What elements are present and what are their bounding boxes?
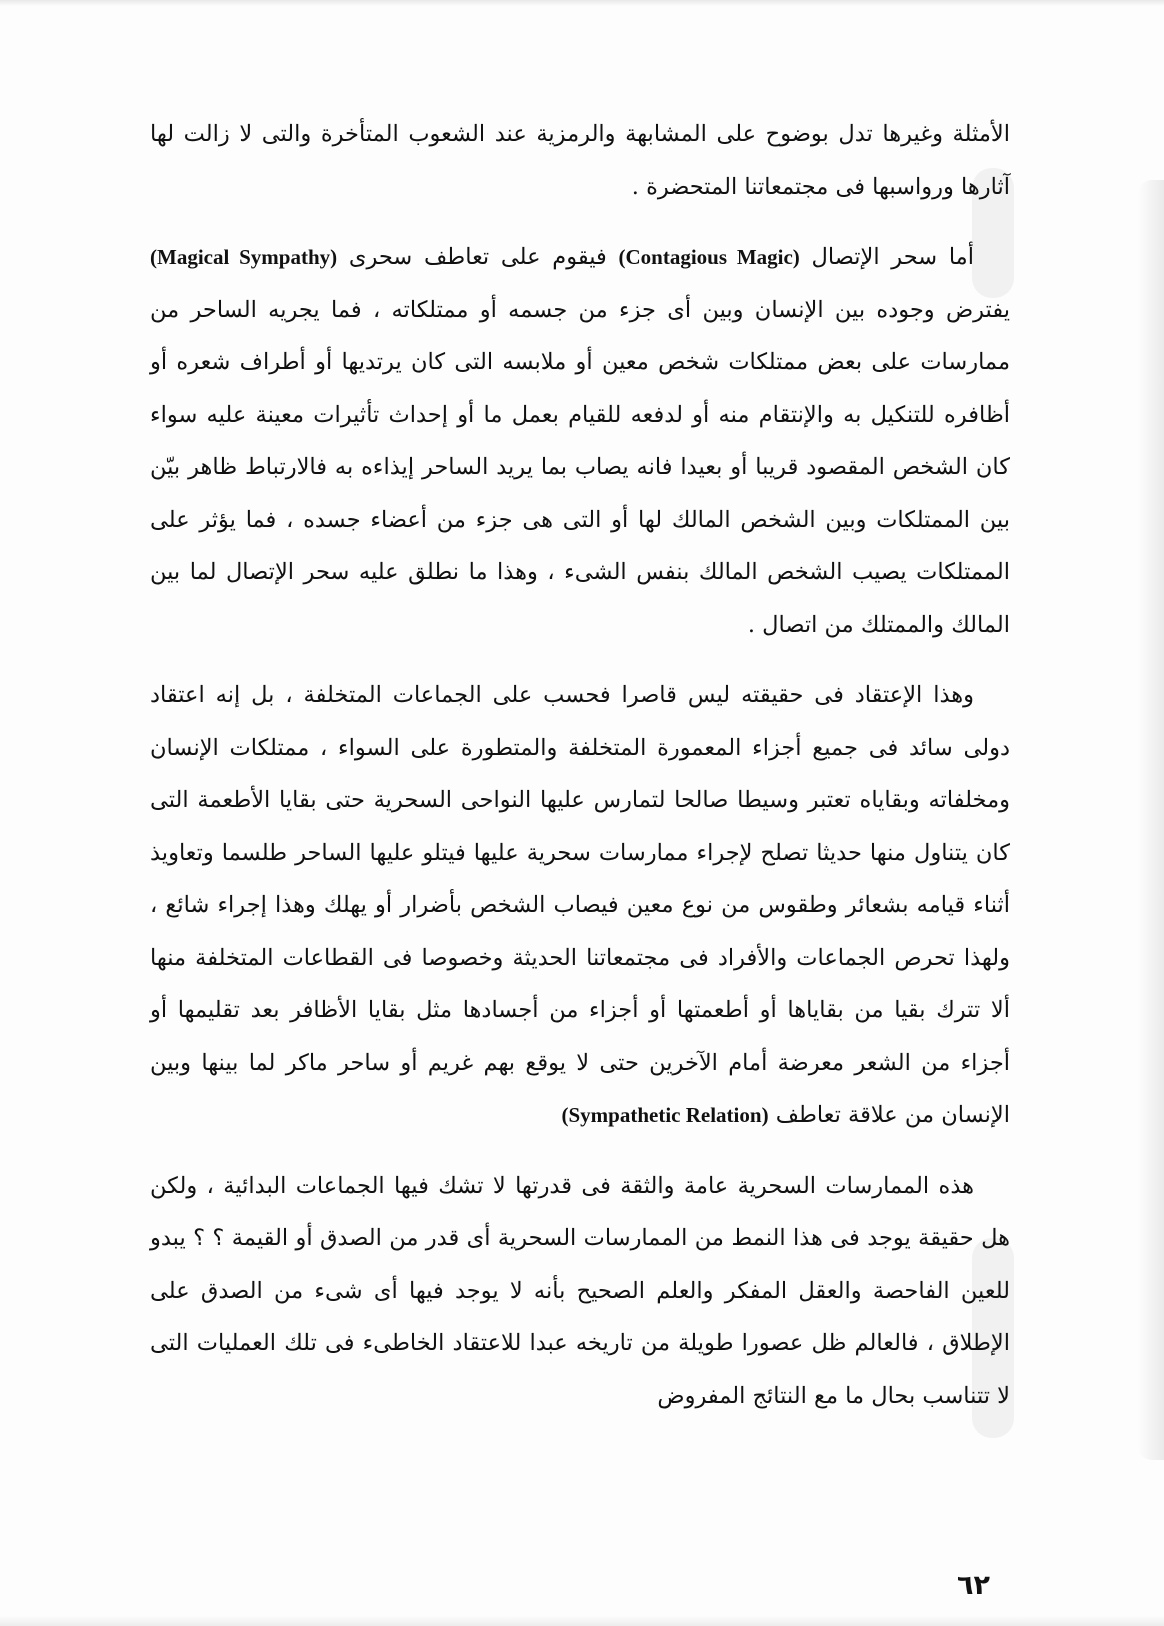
page-number: ٦٢ xyxy=(957,1570,990,1601)
body-text xyxy=(150,108,1010,1422)
text-run: هذه الممارسات السحرية عامة والثقة فى قدرتها لا تشك فيها الجماعات البدائية ، ولكن هل حقيقة يوجد فى هذا النمط من الممارسات السحرية أى قدر من الصدق أو القيمة ؟ ؟ يبدو للعين الفاحصة والعقل المفكر والعلم الصحيح بأنه لا يوجد فيها أى شىء من الصدق على الإطلاق ، فالعالم ظل عصورا طويلة من تاريخه عبدا للاعتقاد الخاطىء فى تلك العمليات التى لا تتناسب بحال ما مع النتائج المفروض xyxy=(150,1172,1010,1409)
scan-edge-top xyxy=(0,0,1164,6)
text-run: فيقوم على تعاطف سحرى xyxy=(337,244,619,270)
binding-shadow xyxy=(1138,180,1164,1460)
text-run: الأمثلة وغيرها تدل بوضوح على المشابهة والرمزية عند الشعوب المتأخرة والتى لا زالت لها آثارها ورواسبها فى مجتمعاتنا المتحضرة . xyxy=(150,121,1010,200)
text-run: أما سحر الإتصال xyxy=(799,244,974,270)
paragraph xyxy=(150,669,1010,1142)
latin-term: (Magical Sympathy) xyxy=(150,245,338,269)
text-run: يفترض وجوده بين الإنسان وبين أى جزء من جسمه أو ممتلكاته ، فما يجريه الساحر من ممارسات على بعض ممتلكات شخص معين أو ملابسه التى كان يرتديها أو أطراف شعره أو أظافره للتنكيل به والإنتقام منه أو لدفعه للقيام بعمل ما أو إحداث تأثيرات معينة عليه سواء كان الشخص المقصود قريبا أو بعيدا فانه يصاب بما يريد الساحر إيذاءه به فالارتباط ظاهر بيّن بين الممتلكات وبين الشخص المالك لها أو التى هى جزء من أعضاء جسده ، فما يؤثر على الممتلكات يصيب الشخص المالك بنفس الشىء ، وهذا ما نطلق عليه سحر الإتصال لما بين المالك والممتلك من اتصال . xyxy=(150,296,1010,638)
paragraph xyxy=(150,1160,1010,1423)
scan-edge-bottom xyxy=(0,1616,1164,1626)
latin-term: (Sympathetic Relation) xyxy=(561,1103,769,1127)
text-run: وهذا الإعتقاد فى حقيقته ليس قاصرا فحسب على الجماعات المتخلفة ، بل إنه اعتقاد دولى سائد فى جميع أجزاء المعمورة المتخلفة والمتطورة على السواء ، ممتلكات الإنسان ومخلفاته وبقاياه تعتبر وسيطا صالحا لتمارس عليها النواحى السحرية حتى بقايا الأطعمة التى كان يتناول منها حديثا تصلح لإجراء ممارسات سحرية عليها فيتلو عليها الساحر طلسما وتعاويذ أثناء قيامه بشعائر وطقوس من نوع معين فيصاب الشخص بأضرار أو يهلك وهذا إجراء شائع ، ولهذا تحرص الجماعات والأفراد فى مجتمعاتنا الحديثة وخصوصا فى القطاعات المتخلفة منها ألا تترك بقيا من بقاياها أو أطعمتها أو أجزاء من أجسادها مثل بقايا الأظافر بعد تقليمها أو أجزاء من الشعر معرضة أمام الآخرين حتى لا يوقع بهم غريم أو ساحر ماكر لما بينها وبين الإنسان من علاقة تعاطف xyxy=(150,682,1010,1128)
latin-term: (Contagious Magic) xyxy=(618,245,800,269)
paragraph xyxy=(150,108,1010,213)
paragraph xyxy=(150,231,1010,651)
